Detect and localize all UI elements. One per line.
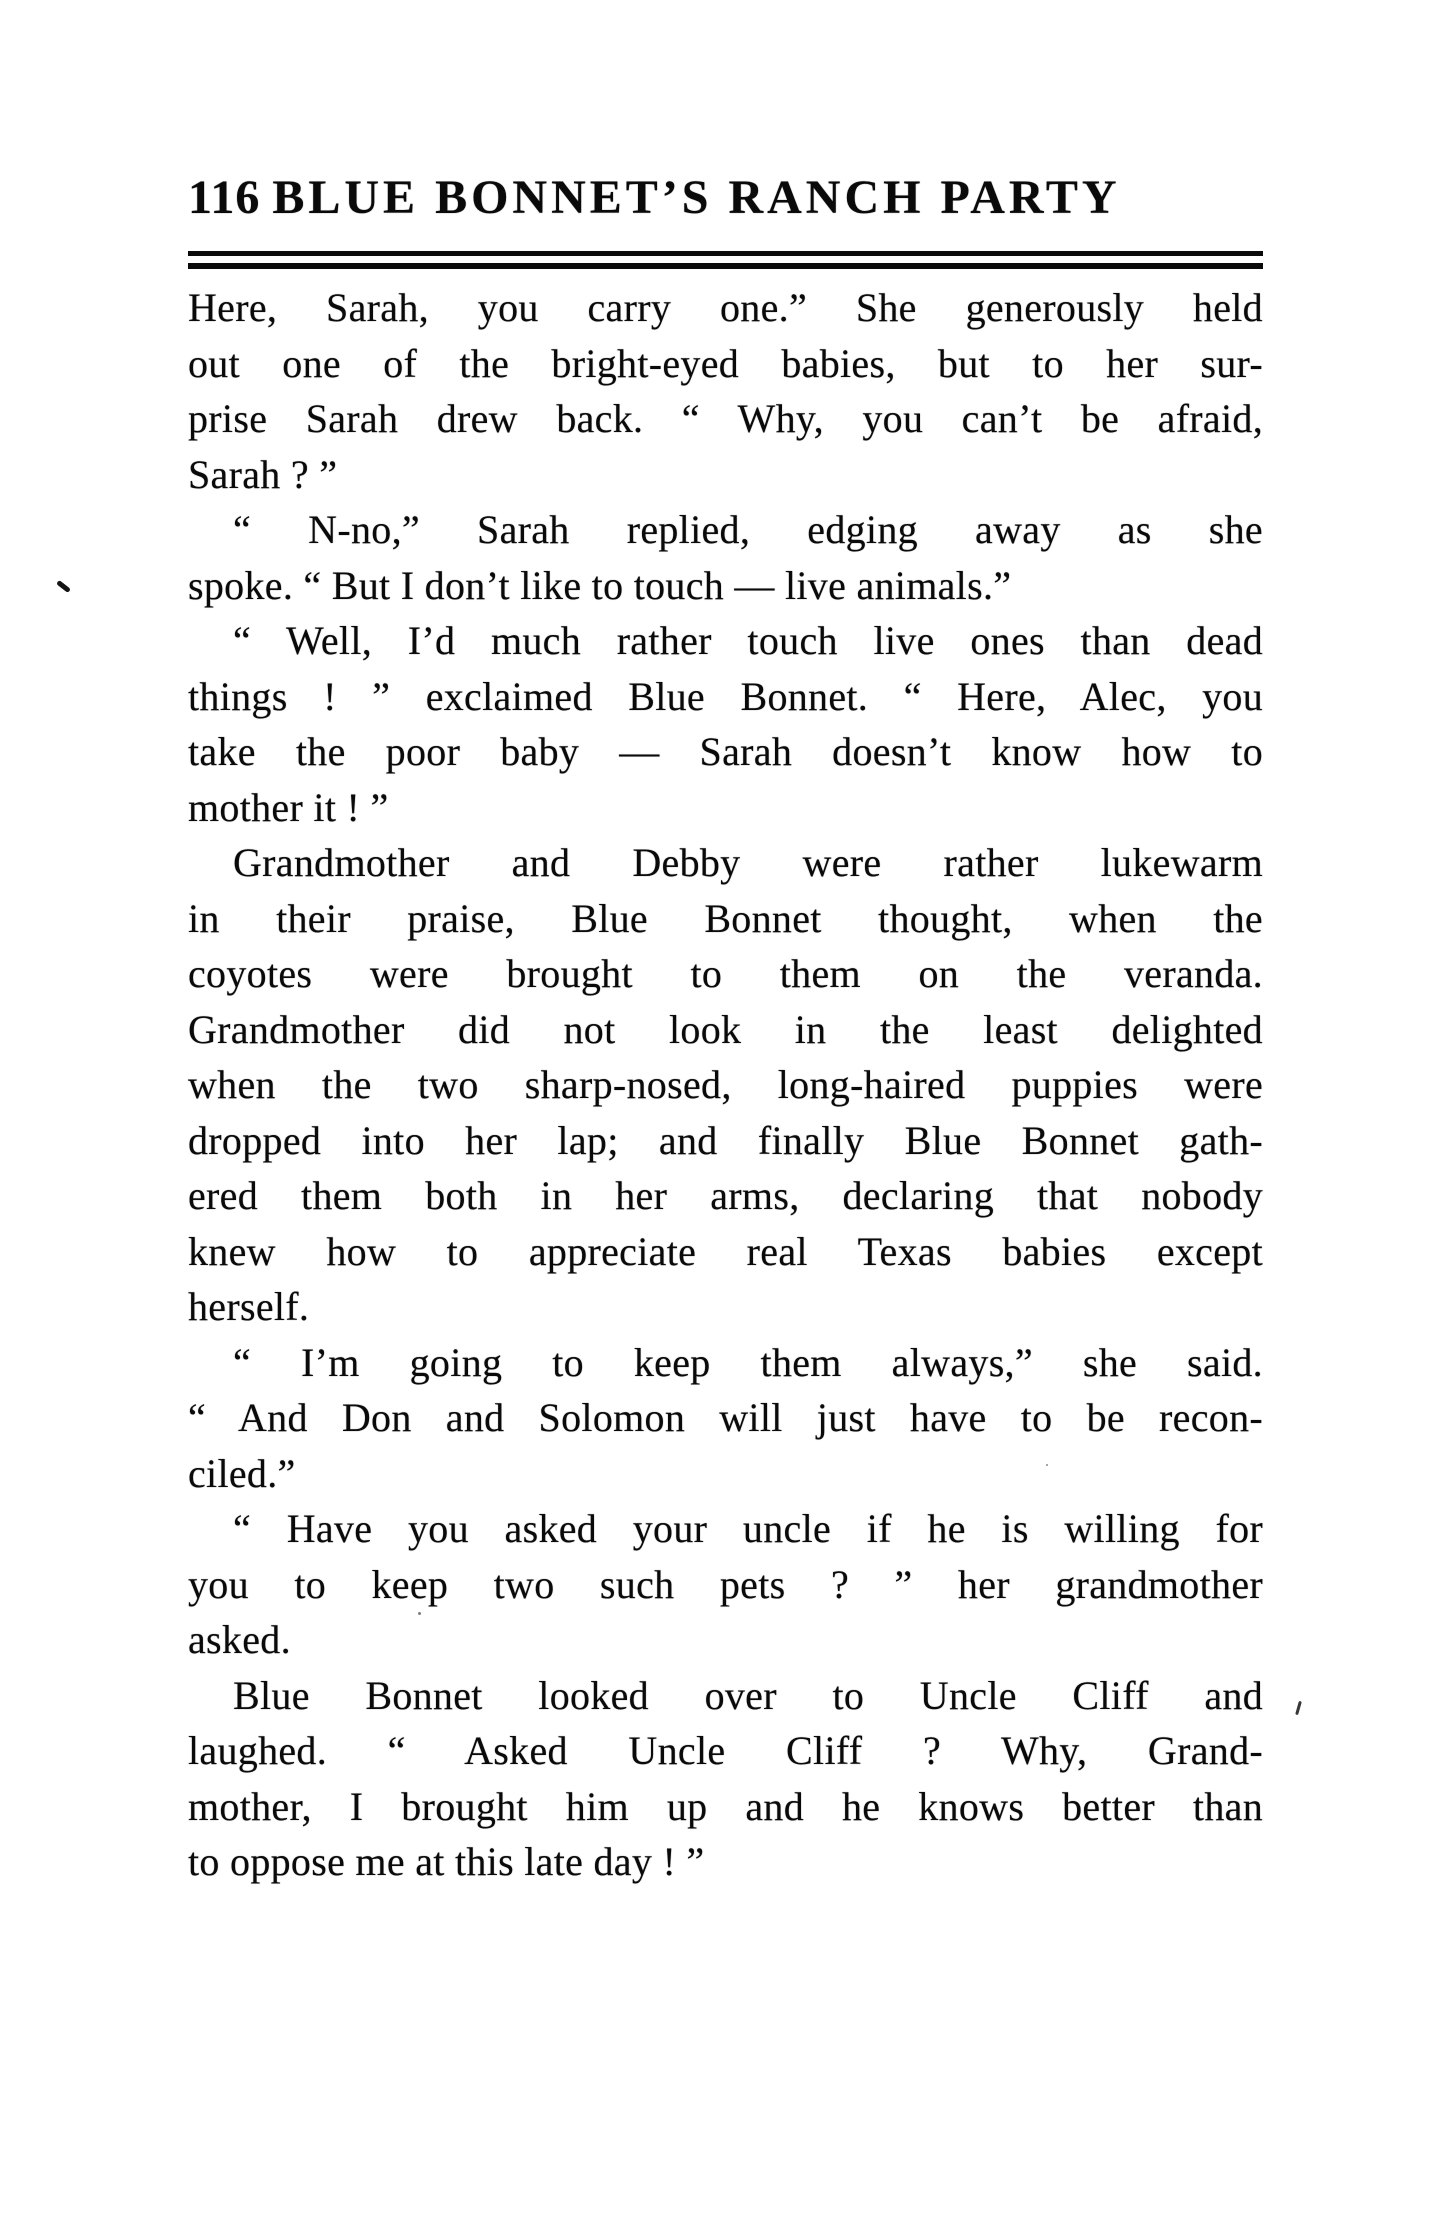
text-line: Grandmother and Debby were rather lukewarm (233, 840, 1263, 885)
text-line: ciled.” (188, 1450, 296, 1496)
text-line: Blue Bonnet looked over to Uncle Cliff and (233, 1672, 1263, 1718)
text-line: in their praise, Blue Bonnet thought, when the (188, 895, 1263, 941)
page-number: 116 (188, 171, 261, 224)
text-line: laughed. “ Asked Uncle Cliff ? Why, Grand- (188, 1728, 1263, 1773)
text-line: Grandmother did not look in the least delighted (188, 1006, 1263, 1052)
text-line: you to keep two such pets ? ” her grandmother (188, 1561, 1263, 1607)
ink-speck (56, 580, 71, 593)
text-line: asked. (188, 1617, 291, 1662)
text-line: coyotes were brought to them on the veranda. (188, 951, 1263, 996)
text-line: dropped into her lap; and finally Blue Bonnet gath- (188, 1117, 1263, 1163)
text-line: to oppose me at this late day ! ” (188, 1839, 705, 1884)
text-line: when the two sharp-nosed, long-haired puppies were (188, 1062, 1263, 1107)
text-line: “ N-no,” Sarah replied, edging away as she (233, 507, 1263, 552)
text-line: “ And Don and Solomon will just have to be recon- (188, 1395, 1263, 1440)
text-line: mother it ! ” (188, 784, 389, 830)
ink-speck (1046, 1464, 1048, 1466)
text-line: things ! ” exclaimed Blue Bonnet. “ Here, Alec, you (188, 673, 1263, 719)
page-header (188, 172, 1263, 225)
text-line: mother, I brought him up and he knows better than (188, 1783, 1263, 1829)
ink-speck (418, 1612, 421, 1615)
text-line: “ I’m going to keep them always,” she said. (233, 1339, 1263, 1385)
text-line: ered them both in her arms, declaring that nobody (188, 1173, 1263, 1218)
text-line: herself. (188, 1284, 310, 1329)
body-text (188, 280, 1263, 1890)
text-line: spoke. “ But I don’t like to touch — live animals.” (188, 562, 1012, 608)
text-line: take the poor baby — Sarah doesn’t know how to (188, 729, 1263, 774)
text-line: prise Sarah drew back. “ Why, you can’t be afraid, (188, 396, 1263, 441)
ink-speck (1295, 1701, 1302, 1715)
text-line: Sarah ? ” (188, 451, 338, 497)
header-rule (188, 251, 1263, 269)
text-line: knew how to appreciate real Texas babies except (188, 1228, 1263, 1274)
text-line: “ Have you asked your uncle if he is willing for (233, 1506, 1263, 1551)
text-line: out one of the bright-eyed babies, but to her sur- (188, 340, 1263, 386)
text-line: “ Well, I’d much rather touch live ones than dead (233, 618, 1263, 663)
page-title: BLUE BONNET’S RANCH PARTY (272, 171, 1121, 224)
text-line: Here, Sarah, you carry one.” She generously held (188, 285, 1263, 330)
